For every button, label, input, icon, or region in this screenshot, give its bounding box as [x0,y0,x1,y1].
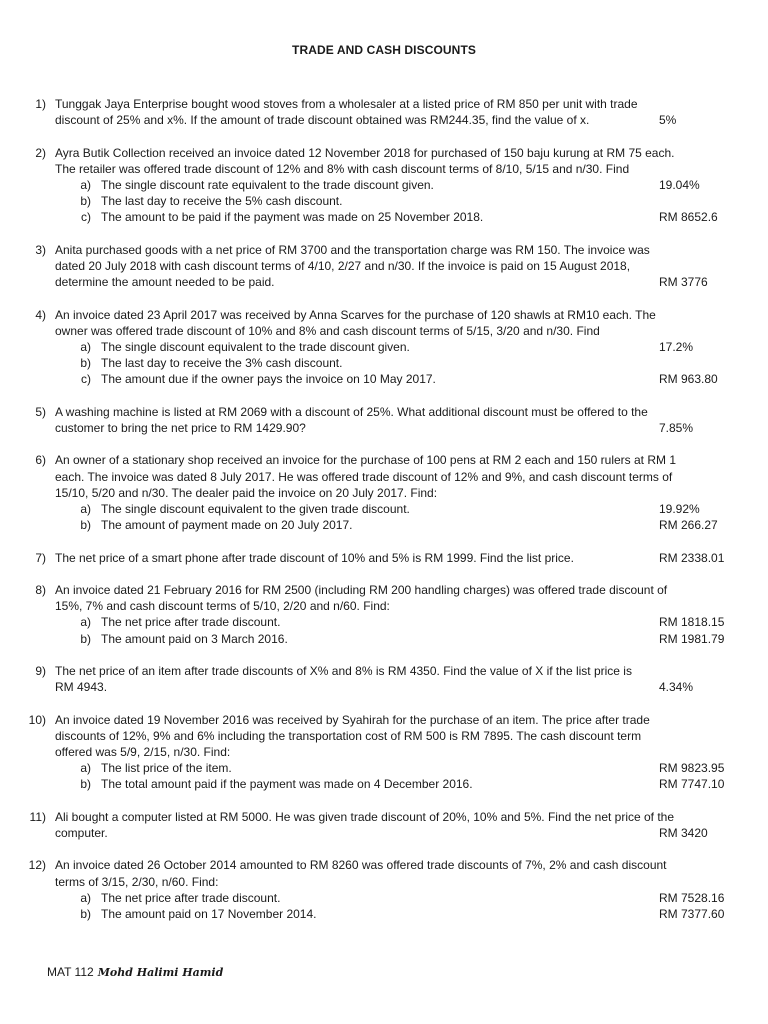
answer-value [659,193,731,209]
answer-value: RM 2338.01 [659,550,725,565]
question-spacer [20,226,720,242]
question-text: discounts of 12%, 9% and 6% including the transportation cost of RM 500 is RM 7895. The cash discount term [55,728,642,743]
question-text: 15/10, 5/20 and n/30. The dealer paid the invoice on 20 July 2017. Find: [55,485,438,500]
question-number: 9) [35,663,46,678]
answer-value: RM 963.80 [659,372,718,387]
footer [47,965,223,979]
sub-question-text: The single discount equivalent to the given trade discount. [101,502,410,516]
sub-question [55,193,731,209]
answer-value: 19.92% [659,502,700,516]
question-item [20,242,720,291]
question-text: customer to bring the net price to RM 1429.90? [55,421,306,435]
sub-question [55,906,731,922]
question-spacer [20,436,720,452]
question-text: An invoice dated 23 April 2017 was received by Anna Scarves for the purchase of 120 shawls at RM10 each. The [55,307,656,322]
sub-question-text: The amount paid on 17 November 2014. [101,906,317,921]
sub-question-text: The last day to receive the 3% cash discount. [101,356,343,371]
sub-question-text: The amount of payment made on 20 July 2017. [101,518,353,533]
sub-question-letter: a) [80,890,91,905]
sub-question-letter: b) [80,777,91,792]
question-spacer [20,793,720,809]
question-list [20,96,725,922]
sub-question-letter: a) [80,761,91,776]
sub-question [55,517,731,533]
question-text: Ali bought a computer listed at RM 5000. He was given trade discount of 20%, 10% and 5%. Find the net price of the [55,809,675,824]
question-spacer [20,695,720,711]
answer-value [659,355,731,371]
sub-question [55,776,731,792]
sub-question-text: The amount paid on 3 March 2016. [101,631,288,646]
question-number: 11) [29,809,46,824]
question-text: RM 4943. [55,680,108,695]
course-code: MAT 112 [47,965,94,979]
answer-value: RM 266.27 [659,518,718,533]
question-number: 2) [35,145,46,160]
sub-question-text: The net price after trade discount. [101,615,281,630]
question-text: An invoice dated 21 February 2016 for RM 2500 (including RM 200 handling charges) was offered trade discount of [55,582,668,597]
question-item [20,145,720,226]
question-number: 8) [35,582,46,597]
sub-question-text: The single discount equivalent to the trade discount given. [101,340,410,354]
question-text: A washing machine is listed at RM 2069 with a discount of 25%. What additional discount must be offered to the [55,404,648,419]
sub-question-letter: b) [80,518,91,533]
question-text: Anita purchased goods with a net price of RM 3700 and the transportation charge was RM 150. The invoice was [55,242,650,257]
sub-question-letter: a) [80,178,91,192]
question-text: The retailer was offered trade discount of 12% and 8% with cash discount terms of 8/10, 5/15 and n/30. Find [55,161,630,176]
question-text: each. The invoice was dated 8 July 2017. He was offered trade discount of 12% and 9%, and cash discount terms of [55,469,673,484]
sub-question-letter: c) [81,210,91,225]
question-spacer [20,841,720,857]
question-text: The net price of an item after trade discounts of X% and 8% is RM 4350. Find the value of X if the list price is [55,663,632,678]
question-number: 7) [35,550,46,565]
question-text: owner was offered trade discount of 10% and 8% and cash discount terms of 5/15, 3/20 and n/30. Find [55,323,600,338]
sub-question-text: The list price of the item. [101,761,232,776]
sub-question-letter: b) [80,356,91,371]
answer-value: RM 3420 [659,825,708,840]
sub-question-text: The single discount rate equivalent to the trade discount given. [101,178,434,192]
question-text: An invoice dated 26 October 2014 amounted to RM 8260 was offered trade discounts of 7%, 2% and cash discount [55,858,667,873]
sub-question [55,355,731,371]
question-text: offered was 5/9, 2/15, n/30. Find: [55,744,231,759]
sub-question-text: The last day to receive the 5% cash discount. [101,194,343,209]
question-item [20,809,720,841]
question-item [20,307,720,388]
sub-question-letter: b) [80,906,91,921]
question-text: The net price of a smart phone after trade discount of 10% and 5% is RM 1999. Find the list price. [55,550,574,565]
answer-value: RM 7528.16 [659,890,725,905]
question-item [20,452,720,533]
sub-question-letter: a) [80,340,91,354]
author-signature: Mohd Halimi Hamid [97,966,224,979]
answer-value: RM 7747.10 [659,777,725,792]
question-text: determine the amount needed to be paid. [55,275,275,290]
sub-question-letter: a) [80,615,91,630]
question-spacer [20,647,720,663]
question-item [20,712,725,793]
question-number: 4) [35,307,46,322]
question-text: An invoice dated 19 November 2016 was received by Syahirah for the purchase of an item. The price after trade [55,712,650,727]
sub-question-text: The total amount paid if the payment was made on 4 December 2016. [101,777,473,792]
question-text: An owner of a stationary shop received an invoice for the purchase of 100 pens at RM 2 each and 150 rulers at RM 1 [55,453,677,468]
sub-question [55,631,731,647]
question-number: 12) [28,858,46,873]
sub-question [55,371,731,387]
answer-value: 5% [659,113,677,128]
sub-question [55,614,731,630]
sub-question [55,501,731,517]
sub-question-text: The amount to be paid if the payment was made on 25 November 2018. [101,210,484,225]
question-number: 3) [35,242,46,257]
question-text: computer. [55,825,108,840]
sub-question-letter: c) [81,372,91,387]
question-number: 10) [28,712,46,727]
answer-value: RM 8652.6 [659,210,718,225]
question-number: 1) [35,97,46,111]
answer-value: 17.2% [659,340,694,354]
question-spacer [20,128,720,144]
sub-question-text: The net price after trade discount. [101,890,281,905]
page-title: TRADE AND CASH DISCOUNTS [292,43,476,57]
question-item [20,550,725,566]
question-item [20,857,725,922]
question-item [20,582,725,647]
sub-question-text: The amount due if the owner pays the invoice on 10 May 2017. [101,372,436,387]
sub-question [55,209,731,225]
answer-value: RM 1981.79 [659,631,725,646]
sub-question-letter: a) [80,502,91,516]
question-text: 15%, 7% and cash discount terms of 5/10, 2/20 and n/60. Find: [55,599,390,614]
question-text: Ayra Butik Collection received an invoice dated 12 November 2018 for purchased of 150 baju kurung at RM 75 each. [55,145,675,160]
sub-question [55,339,731,355]
answer-value: 7.85% [659,421,694,435]
sub-question [55,760,731,776]
question-text: terms of 3/15, 2/30, n/60. Find: [55,874,219,889]
answer-value: RM 1818.15 [659,615,725,630]
question-spacer [20,533,720,549]
answer-value: 4.34% [659,680,694,695]
question-number: 5) [35,404,46,419]
question-spacer [20,566,720,582]
sub-question [55,890,731,906]
question-text: discount of 25% and x%. If the amount of trade discount obtained was RM244.35, find the value of x. [55,113,590,128]
answer-value: 19.04% [659,178,700,192]
question-text: Tunggak Jaya Enterprise bought wood stoves from a wholesaler at a listed price of RM 850 per unit with trade [55,97,638,111]
question-text: dated 20 July 2018 with cash discount terms of 4/10, 2/27 and n/30. If the invoice is paid on 15 August 2018, [55,259,631,273]
sub-question-letter: b) [80,631,91,646]
question-spacer [20,290,720,306]
question-item [20,663,720,695]
sub-question-letter: b) [80,194,91,209]
question-item [20,404,720,436]
answer-value: RM 3776 [659,275,708,290]
answer-value: RM 9823.95 [659,761,725,776]
question-item [20,96,720,128]
question-spacer [20,388,720,404]
answer-value: RM 7377.60 [659,906,725,921]
sub-question [55,177,731,193]
question-number: 6) [35,453,46,468]
